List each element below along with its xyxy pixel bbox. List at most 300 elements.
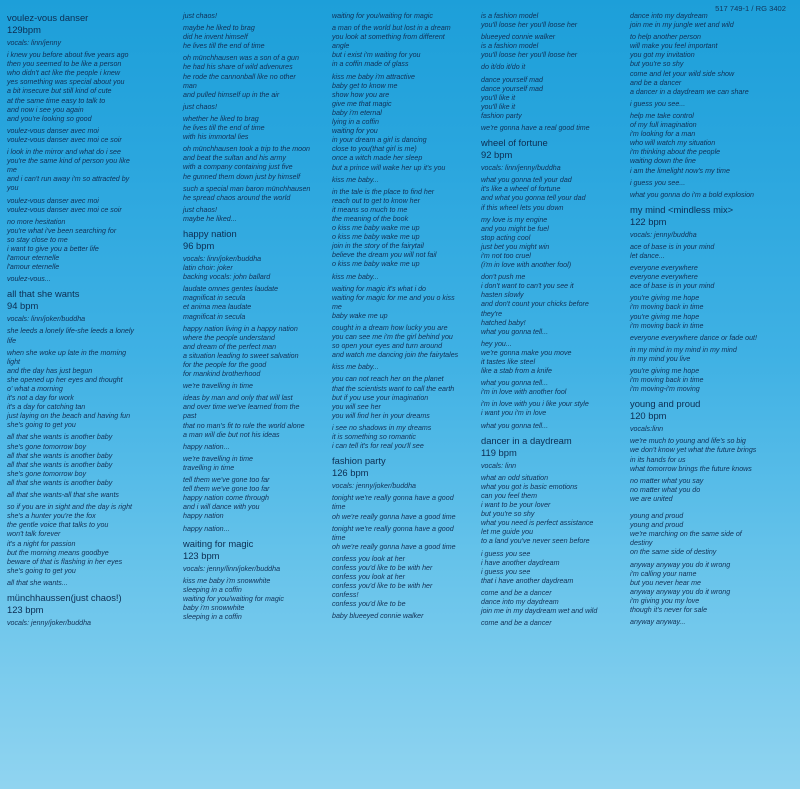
lyric-line: vocals: linn/jenny [7,39,62,47]
lyric-line: and you're looking so good [7,114,92,123]
lyric-line: in the tale is the place to find her [332,187,435,196]
lyric-line: we're marching on the same side of [630,530,742,539]
lyric-line: kiss me baby... [332,175,379,184]
lyric-line: we're gonna have a real good time [481,124,590,133]
lyric-line: did he invent himself [183,33,248,42]
lyric-line: dance into my daydream [481,597,559,606]
lyric-line: i'm in love with you i like your style [481,400,589,409]
lyric-line: tonight we're really gonna have a good [332,494,454,503]
song-title: dancer in a daydream [481,434,572,446]
lyric-line: we're travelling in time [183,454,253,463]
lyric-line: voulez-vous danser avec moi ce soir [7,205,122,214]
lyric-line: me [7,166,17,175]
lyric-line: maybe he liked... [183,214,237,223]
lyric-line: o kiss me baby wake me up [332,233,420,242]
lyric-line: come and be a dancer [481,619,552,628]
lyric-line: angle [332,42,350,51]
lyric-line: what you gonna tell... [481,327,549,336]
lyric-line: dance into my daydream [630,12,708,20]
lyric-line: once a witch made her sleep [332,154,423,163]
lyric-line: light [7,357,21,366]
lyric-line: time [332,503,346,512]
lyric-line: no matter what you say [630,476,704,485]
lyric-line: vocals:linn [630,425,664,434]
lyric-line: vocals: jenny/joker/buddha [7,618,91,627]
lyric-line: and now i see you again [7,105,84,114]
lyric-line: we don't know yet what the future brings [630,446,757,455]
lyric-line: don't push me [481,273,526,282]
lyric-line: and i can't run away i'm so attracted by [7,175,130,184]
lyric-line: everyone everywhere dance or fade out! [630,333,757,342]
lyric-line: just bet you might win [481,242,550,251]
lyric-line: but a prince will wake her up it's you [332,163,446,172]
lyric-line: i knew you before about five years ago [7,51,129,60]
catalog-number: 517 749-1 / RG 3402 [715,4,786,13]
lyric-line: if this wheel lets you down [481,203,564,212]
lyric-line: you'll like it [481,102,516,111]
lyric-line: no more hesitation [7,217,66,226]
lyric-line: she's going to get you [7,566,76,575]
lyric-line: i see no shadows in my dreams [332,423,432,432]
lyric-line: it means so much to me [332,205,408,214]
lyric-line: fashion party [481,111,522,120]
lyric-line: but you never hear me [630,578,701,587]
song-title: happy nation [183,227,237,239]
lyric-line: i guess you see [481,549,531,558]
lyric-line: for mankind brotherhood [183,370,261,379]
lyric-line: anyway anyway you do it wrong [630,587,731,596]
lyric-line: beware of that is flashing in her eyes [7,557,123,566]
lyric-line: confess you'd like to be with her [332,582,433,591]
lyric-line: baby i'm snowwhite [183,603,245,612]
lyric-line: confess you look at her [332,573,405,582]
lyric-line: you're what i've been searching for [7,226,117,235]
lyric-line: let dance... [630,251,665,260]
lyric-line: she's going to get you [7,421,76,430]
lyric-line: voulez-vous danser avec moi [7,196,99,205]
lyric-line: o kiss me baby wake me up [332,260,420,269]
lyric-line: show how you are [332,90,390,99]
lyric-line: and beat the sultan and his army [183,154,286,163]
lyric-line: i am the limelight now's my time [630,166,730,175]
lyric-line: reach out to get to know her [332,196,420,205]
lyric-line: who will watch my situation [630,139,716,148]
lyric-line: voulez-vous danser avec moi ce soir [7,135,122,144]
lyric-line: tell them we've gone too far [183,476,270,485]
lyric-line: my love is my engine [481,215,548,224]
lyric-line: happy nation [183,512,224,521]
lyric-line: blueeyed connie walker [481,33,556,42]
lyric-line: i look in the mirror and what do i see [7,148,121,157]
lyric-line: l'amour eternelle [7,254,60,263]
lyric-line: oh münchhausen was a son of a gun [183,54,299,63]
lyric-line: but you're so shy [630,60,684,69]
lyric-line: i'm moving back in time [630,376,704,385]
song-bpm: 119 bpm [481,446,517,458]
lyric-line: he lives till the end of time [183,124,265,133]
lyric-line: it's like a wheel of fortune [481,185,561,194]
lyric-line: o kiss me baby wake me up [332,224,420,233]
lyric-line: voulez-vous danser avec moi [7,126,99,135]
lyric-line: it tastes like steel [481,358,536,366]
lyric-line: on the same side of destiny [630,548,717,557]
lyric-line: and watch me dancing join the fairytales [332,351,459,360]
lyric-line: happy nation come through [183,494,269,503]
lyric-line: i'm thinking about the people [630,148,721,157]
lyric-line: you'll loose her you'll loose her [481,51,578,60]
lyric-line: when she woke up late in the morning [7,348,127,357]
lyric-line: sleeping in a coffin [183,613,242,622]
lyric-line: with a company containing just five [183,163,293,172]
lyric-line: she's gone tomorrow boy [7,442,87,451]
lyric-line: you will find her in your dreams [332,411,430,420]
song-bpm: 123 bpm [183,549,220,561]
lyric-line: join me in my daydream wet and wild [481,607,598,616]
lyric-line: it is something so romantic [332,433,416,442]
lyric-line: is a fashion model [481,12,539,20]
lyric-line: vocals: jenny/buddha [630,230,697,239]
lyric-line: i guess you see... [630,99,686,108]
lyric-line: i'm calling your name [630,569,697,578]
lyric-line: give me that magic [332,99,392,108]
lyric-line: waiting for magic for me and you o kiss [332,293,455,302]
lyric-line: a man will die but not his ideas [183,430,280,439]
lyric-line: join in the story of the fairytail [332,242,424,251]
lyric-line: i'm moving back in time [630,321,704,330]
lyric-line: what you gonna do i'm a bold explosion [630,190,755,199]
lyric-line: what you got is basic emotions [481,482,578,491]
song-title: wheel of fortune [481,137,548,149]
lyric-line: latin choir: joker [183,264,233,273]
lyric-line: and the day has just begun [7,366,93,375]
lyric-line: ideas by man and only that will last [183,394,293,403]
lyric-line: you're giving me hope [630,294,700,303]
lyric-line: to help another person [630,33,701,42]
lyric-line: cought in a dream how lucky you are [332,324,448,332]
lyric-line: won't talk forever [7,530,61,539]
lyric-line: all that she wants is another baby [7,478,113,487]
lyric-line: travelling in time [183,463,235,472]
lyric-line: it's a night for passion [7,539,76,548]
lyric-line: where the people understand [183,333,275,342]
lyric-line: believe the dream you will not fail [332,251,437,260]
lyric-line: she's a hunter you're the fox [7,512,96,521]
lyric-line: and over time we've learned from the [183,403,300,412]
lyric-line: dance yourself mad [481,75,543,84]
song-bpm: 96 bpm [183,239,215,251]
lyric-line: baby i'm eternal [332,108,382,117]
lyric-line: me [332,302,342,311]
lyric-line: in my mind you live [630,354,691,363]
lyric-line: for the people for the good [183,361,267,369]
lyric-line: you're giving me hope [630,367,700,375]
lyric-line: waiting for you [332,127,378,136]
lyric-line: you can see me i'm the girl behind you [332,333,453,342]
lyric-line: all that she wants... [7,578,68,587]
lyric-line: what you need is perfect assistance [481,519,594,528]
lyric-line: waiting for magic it's what i do [332,284,427,293]
lyric-line: confess you'd like to be with her [332,563,433,572]
lyric-line: what you gonna tell your dad [481,176,572,185]
lyric-line: come and let your wild side show [630,69,735,78]
lyric-line: kiss me baby... [332,272,379,281]
lyric-line: sleeping in a coffin [183,585,242,594]
song-bpm: 129bpm [7,24,41,35]
lyric-line: he gunned them down just by himself [183,172,301,181]
lyric-line: vocals: jenny/linn/joker/buddha [183,564,281,573]
lyric-line: the gentle voice that talks to you [7,521,109,530]
lyric-line: backing vocals: john ballard [183,273,271,282]
lyric-line: vocals: jenny/joker/buddha [332,482,416,491]
lyric-line: you [7,184,19,193]
lyric-line: can you feel them [481,491,537,500]
lyric-line: kiss me baby i'm attractive [332,72,415,81]
lyric-line: a man of the world but lost in a dream [332,24,451,33]
lyric-line: i'm giving you my love [630,596,700,605]
song-bpm: 92 bpm [481,149,513,161]
lyric-line: to a land you've never seen before [481,537,590,546]
lyric-line: hasten slowly [481,291,524,300]
lyric-line: so open your eyes and turn around [332,342,443,351]
lyric-line: it's not a day for work [7,394,74,403]
lyric-line: though it's never for sale [630,605,708,614]
lyric-line: we are united [630,494,673,503]
lyric-line: kiss me baby... [332,363,379,372]
lyric-line: but you're so shy [481,510,535,519]
lyric-line: so stay close to me [7,235,68,244]
lyric-line: you're giving me hope [630,312,700,321]
lyric-line: who didn't act like the people i knew [7,69,120,78]
lyric-line: what you gonna tell... [481,379,549,388]
lyric-line: just laying on the beach and having fun [7,412,131,421]
lyric-line: all that she wants-all that she wants [7,491,119,500]
lyric-line: et anima mea laudate [183,303,252,312]
lyric-line: oh we're really gonna have a good time [332,542,456,551]
lyric-line: i'm moving back in time [630,303,704,312]
lyric-line: join me in my jungle wet and wild [630,21,734,30]
lyric-line: and don't count your chicks before [481,300,589,309]
song-bpm: 120 bpm [630,410,667,422]
lyric-line: magnificat in secula [183,294,246,303]
lyric-line: happy nation living in a happy nation [183,324,298,333]
lyric-line: we're travelling in time [183,382,253,391]
lyric-line: with his immortal lies [183,133,249,142]
lyric-line: such a special man baron münchhausen [183,184,311,193]
lyric-line: the meaning of the book [332,214,409,223]
lyric-line: i want to be your lover [481,501,551,510]
song-title: all that she wants [7,288,80,300]
lyric-line: life [7,336,17,345]
lyric-line: no matter what you do [630,485,701,494]
lyric-line: you'll like it [481,93,516,102]
lyric-line: l'amour eternelle [7,263,60,272]
lyric-line: and i will dance with you [183,503,260,512]
lyric-line: help me take control [630,111,694,120]
lyric-line: you got my invitation [630,51,695,60]
lyric-line: happy nation... [183,524,230,533]
lyric-line: and pulled himself up in the air [183,90,280,99]
lyric-line: just chaos! [183,102,217,111]
lyric-line: she's gone tomorrow boy [7,469,87,478]
lyric-line: that i have another daydream [481,576,574,585]
lyric-line: like a stab from a knife [481,367,552,376]
lyric-line: all that she wants is another baby [7,451,113,460]
lyric-line: confess you'd like to be [332,600,406,609]
lyric-line: maybe he liked to brag [183,24,255,33]
lyric-line: of my full imagination [630,121,697,130]
lyric-line: i guess you see... [630,178,686,187]
lyric-line: do it/do it/do it [481,63,526,72]
lyric-line: all that she wants is another baby [7,433,113,442]
lyric-line: that the scientists want to call the earth [332,384,455,393]
lyric-line: i guess you see [481,567,531,576]
lyric-line: just chaos! [183,12,217,20]
lyric-line: we're gonna make you move [481,348,572,357]
lyric-line: she opened up her eyes and thought [7,375,123,384]
lyric-line: ace of base is in your mind [630,242,715,251]
lyric-line: (i'm in love with another fool) [481,261,572,270]
lyric-line: come and be a dancer [481,588,552,597]
lyric-line: tonight we're really gonna have a good [332,524,454,533]
lyric-line: i want you i'm in love [481,409,547,418]
lyric-line: he rode the cannonball like no other [183,72,296,81]
song-bpm: 123 bpm [7,603,44,615]
lyric-line: vocals: linn/joker/buddha [7,315,86,324]
lyric-line: what an odd situation [481,473,549,482]
lyric-line: lying in a coffin [332,118,379,127]
lyric-line: hatched baby! [481,318,526,327]
lyric-line: and dream of the perfect man [183,342,277,351]
lyrics-column-5 [630,12,800,627]
lyric-line: will make you feel important [630,42,718,51]
lyric-line: at the same time easy to talk to [7,96,106,105]
song-title: voulez-vous danser [7,12,89,23]
lyric-line: we're much to young and life's so big [630,437,746,446]
song-title: münchhaussen(just chaos!) [7,591,122,603]
lyric-line: what you gonna tell... [481,421,549,430]
lyric-line: oh we're really gonna have a good time [332,512,456,521]
lyric-line: dance yourself mad [481,84,543,93]
lyric-line: i can tell it's for real you'll see [332,442,424,451]
lyric-line: a situation leading to sweet salvation [183,351,299,360]
lyric-line: in its hands for us [630,455,686,464]
lyric-line: young and proud [630,521,684,530]
lyric-line: kiss me baby i'm snowwhite [183,576,271,585]
song-bpm: 122 bpm [630,215,667,227]
song-bpm: 126 bpm [332,467,369,479]
lyric-line: waiting for you/waiting for magic [183,594,284,603]
lyric-line: i'm not too cruel [481,251,531,260]
lyric-line: she leeds a lonely life-she leeds a lonely [7,327,134,336]
lyric-line: let me guide you [481,528,534,537]
lyric-line: i want to give you a better life [7,244,99,253]
lyric-line: i have another daydream [481,558,560,567]
lyric-line: waiting for you/waiting for magic [332,12,433,20]
lyric-line: happy nation... [183,442,230,451]
lyric-line: everyone everywhere [630,264,698,273]
lyric-line: confess you look at her [332,554,405,563]
lyric-line: i don't want to can't you see it [481,282,574,291]
lyric-line: waiting down the line [630,157,696,166]
lyric-line: vocals: linn [481,461,517,470]
lyric-line: oh münchhausen took a trip to the moon [183,145,310,154]
lyric-line: stop acting cool [481,233,531,242]
lyric-line: time [332,533,346,542]
song-title: young and proud [630,398,701,410]
lyric-line: anyway anyway you do it wrong [630,560,731,569]
lyric-line: i'm in love with another fool [481,388,567,397]
song-title: my mind <mindless mix> [630,203,734,215]
song-bpm: 94 bpm [7,300,39,312]
lyric-line: baby wake me up [332,311,388,320]
lyric-line: in a coffin made of glass [332,60,409,69]
lyric-line: hey you... [481,339,512,348]
lyric-line: but i exist i'm waiting for you [332,51,421,60]
lyric-line: but if you use your imagination [332,393,429,402]
lyric-line: laudate omnes gentes laudate [183,285,279,294]
lyric-line: vocals: linn/joker/buddha [183,254,262,263]
lyric-line: ace of base is in your mind [630,282,715,291]
lyric-line: a dancer in a daydream we can share [630,87,749,96]
lyric-line: yes something was special about you [7,78,125,87]
song-title: waiting for magic [183,537,254,549]
lyric-line: everyone everywhere [630,273,698,282]
lyric-line: in my mind in my mind in my mind [630,345,737,354]
lyric-line: you'll loose her you'll loose her [481,21,578,30]
lyric-line: you can not reach her on the planet [332,375,444,384]
lyric-line: whether he liked to brag [183,114,259,123]
lyric-line: young and proud [630,512,684,521]
lyric-line: you look at something from different [332,33,445,42]
lyric-line: baby blueeyed connie walker [332,612,424,621]
lyric-line: but the morning means goodbye [7,548,109,557]
lyric-line: they're [481,309,503,318]
lyric-line: it's a day for catching tan [7,403,86,412]
lyric-line: in your dream a girl is dancing [332,136,427,145]
song-title: fashion party [332,455,386,467]
lyric-line: o' what a morning [7,385,63,393]
lyric-line: he lives till the end of time [183,42,265,51]
lyric-line: destiny [630,539,653,548]
lyric-line: vocals: linn/jenny/buddha [481,164,561,173]
lyric-line: what tomorrow brings the future knows [630,464,752,473]
lyric-line: i'm looking for a man [630,130,696,139]
lyric-line: anyway anyway... [630,618,686,627]
lyric-line: baby get to know me [332,81,398,90]
lyric-line: i'm moving-i'm moving [630,385,700,394]
lyric-line: then you seemed to be like a person [7,60,122,69]
lyric-line: man [183,81,197,90]
lyric-line: and be a dancer [630,78,682,87]
lyric-line: close to you(that girl is me) [332,145,417,154]
lyric-line: all that she wants is another baby [7,460,113,469]
lyric-line: that no man's fit to rule the world alone [183,421,305,430]
lyric-line: he spread chaos around the world [183,193,291,202]
lyrics-column-1 [7,12,189,628]
lyric-line: confess! [332,591,359,600]
lyric-line: so if you are in sight and the day is right [7,503,132,512]
lyric-line: is a fashion model [481,42,539,51]
lyric-line: he had his share of wild advenures [183,63,293,72]
lyric-line: you will see her [332,402,381,411]
lyric-line: voulez-vous... [7,275,51,284]
lyric-line: just chaos! [183,205,217,214]
lyric-line: magnificat in secula [183,312,246,321]
lyric-line: tell them we've gone too far [183,485,270,494]
lyric-line: a bit insecure but still kind of cute [7,87,112,96]
lyric-line: you're the same kind of person you like [7,157,130,166]
lyric-line: and you might be fuel [481,224,549,233]
